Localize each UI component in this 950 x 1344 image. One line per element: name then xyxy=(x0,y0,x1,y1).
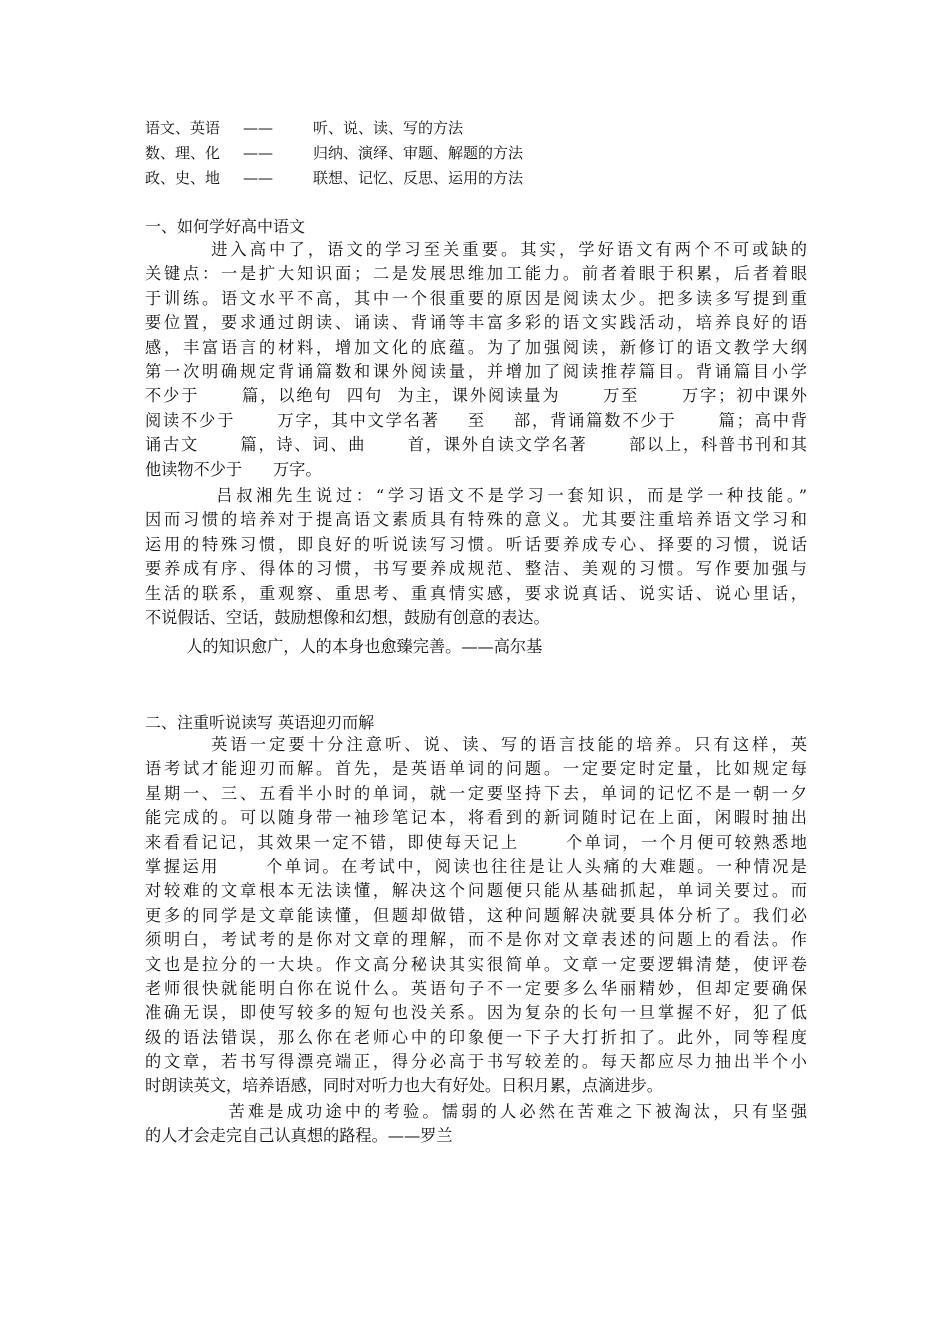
text-line: 要养成有序、得体的习惯，书写要养成规范、整洁、美观的习惯。写作要加强与 xyxy=(145,559,807,579)
text-line: 的文章，若书写得漂亮端正，得分必高于书写较差的。每天都应尽力抽出半个小 xyxy=(145,1052,807,1072)
section1-paragraph-1 xyxy=(145,238,807,482)
subject-row xyxy=(145,142,523,164)
quote-line: 人的知识愈广，人的本身也愈臻完善。——高尔基 xyxy=(145,637,543,656)
text-line: 阅读不少于 万字，其中文学名著 至 部，背诵篇数不少于 篇；高中背 xyxy=(145,410,807,430)
text-line: 老师很快就能明白你在说什么。英语句子不一定要多么华丽精妙，但却定要确保 xyxy=(145,978,807,998)
text-line: 须明白，考试考的是你对文章的理解，而不是你对文章表述的问题上的看法。作 xyxy=(145,930,807,950)
text-line: 掌握运用 个单词。在考试中，阅读也往往是让人头痛的大难题。一种情况是 xyxy=(145,856,807,876)
subject-row xyxy=(145,117,463,139)
text-line: 来看看记记，其效果一定不错，即使每天记上 个单词，一个月便可较熟悉地 xyxy=(145,832,807,852)
text-line: 能完成的。可以随身带一袖珍笔记本，将看到的新词随时记在上面，闲暇时抽出 xyxy=(145,808,807,828)
text-line: 要位置，要求通过朗读、诵读、背诵等丰富多彩的语文实践活动，培养良好的语 xyxy=(145,313,807,333)
subject-method: 听、说、读、写的方法 xyxy=(313,119,464,137)
section1-quote xyxy=(145,635,807,659)
text-line: 时朗读英文，培养语感，同时对听力也大有好处。日积月累，点滴进步。 xyxy=(145,1076,663,1096)
text-line: 不少于 篇，以绝句 四句 为主，课外阅读量为 万至 万字；初中课外 xyxy=(145,386,807,406)
text-line: 更多的同学是文章能读懂，但题却做错，这种问题解决就要具体分析了。我们必 xyxy=(145,905,807,925)
subject-method: 联想、记忆、反思、运用的方法 xyxy=(313,169,524,187)
subject-row xyxy=(145,167,523,189)
quote-line: 苦难是成功途中的考验。懦弱的人必然在苦难之下被淘汰，只有坚强 xyxy=(145,1102,807,1121)
text-line: 第一次明确规定背诵篇数和课外阅读量，并增加了阅读推荐篇目。背诵篇目小学 xyxy=(145,361,807,381)
section2-quote xyxy=(145,1100,807,1149)
subject-dash: —— xyxy=(243,119,273,137)
text-line: 因而习惯的培养对于提高语文素质具有特殊的意义。尤其要注重培养语文学习和 xyxy=(145,510,807,530)
text-line: 英语一定要十分注意听、说、读、写的语言技能的培养。只有这样，英 xyxy=(145,735,807,754)
text-line: 生活的联系，重观察、重思考、重真情实感，要求说真话、说实话、说心里话， xyxy=(145,583,807,603)
subject-name: 数、理、化 xyxy=(145,144,221,162)
text-line: 准确无误，即使写较多的短句也没关系。因为复杂的长句一旦掌握不好，犯了低 xyxy=(145,1003,807,1023)
text-line: 星期一、三、五看半小时的单词，就一定要坚持下去，单词的记忆不是一朝一夕 xyxy=(145,783,807,803)
text-line: 吕叔湘先生说过：“学习语文不是学习一套知识，而是学一种技能。” xyxy=(145,486,807,505)
subject-dash: —— xyxy=(243,144,273,162)
subject-method: 归纳、演绎、审题、解题的方法 xyxy=(313,144,524,162)
quote-line: 的人才会走完自己认真想的路程。——罗兰 xyxy=(145,1126,453,1146)
section1-paragraph-2 xyxy=(145,484,807,630)
text-line: 运用的特殊习惯，即良好的听说读写习惯。听话要养成专心、择要的习惯，说话 xyxy=(145,534,807,554)
text-line: 诵古文 篇，诗、词、曲 首，课外自读文学名著 部以上，科普书刊和其 xyxy=(145,435,807,455)
text-line: 语考试才能迎刃而解。首先，是英语单词的问题。一定要定时定量，比如规定每 xyxy=(145,759,807,779)
text-line: 他读物不少于 万字。 xyxy=(145,459,322,479)
text-line: 级的语法错误，那么你在老师心中的印象便一下子大打折扣了。此外，同等程度 xyxy=(145,1027,807,1047)
text-line: 感，丰富语言的材料，增加文化的底蕴。为了加强阅读，新修订的语文教学大纲 xyxy=(145,337,807,357)
subject-dash: —— xyxy=(243,169,273,187)
text-line: 对较难的文章根本无法读懂，解决这个问题便只能从基础抓起，单词关要过。而 xyxy=(145,881,807,901)
section2-paragraph-1 xyxy=(145,733,807,1099)
subject-name: 语文、英语 xyxy=(145,119,221,137)
text-line: 于训练。语文水平不高，其中一个很重要的原因是阅读太少。把多读多写提到重 xyxy=(145,288,807,308)
subject-name: 政、史、地 xyxy=(145,169,221,187)
section1-heading: 一、如何学好高中语文 xyxy=(145,217,306,236)
text-line: 关键点：一是扩大知识面；二是发展思维加工能力。前者着眼于积累，后者着眼 xyxy=(145,264,807,284)
text-line: 文也是拉分的一大块。作文高分秘诀其实很简单。文章一定要逻辑清楚，使评卷 xyxy=(145,954,807,974)
text-line: 不说假话、空话，鼓励想像和幻想，鼓励有创意的表达。 xyxy=(145,607,550,627)
section2-heading: 二、注重听说读写 英语迎刃而解 xyxy=(145,713,375,732)
text-line: 进入高中了，语文的学习至关重要。其实，学好语文有两个不可或缺的 xyxy=(145,240,807,259)
